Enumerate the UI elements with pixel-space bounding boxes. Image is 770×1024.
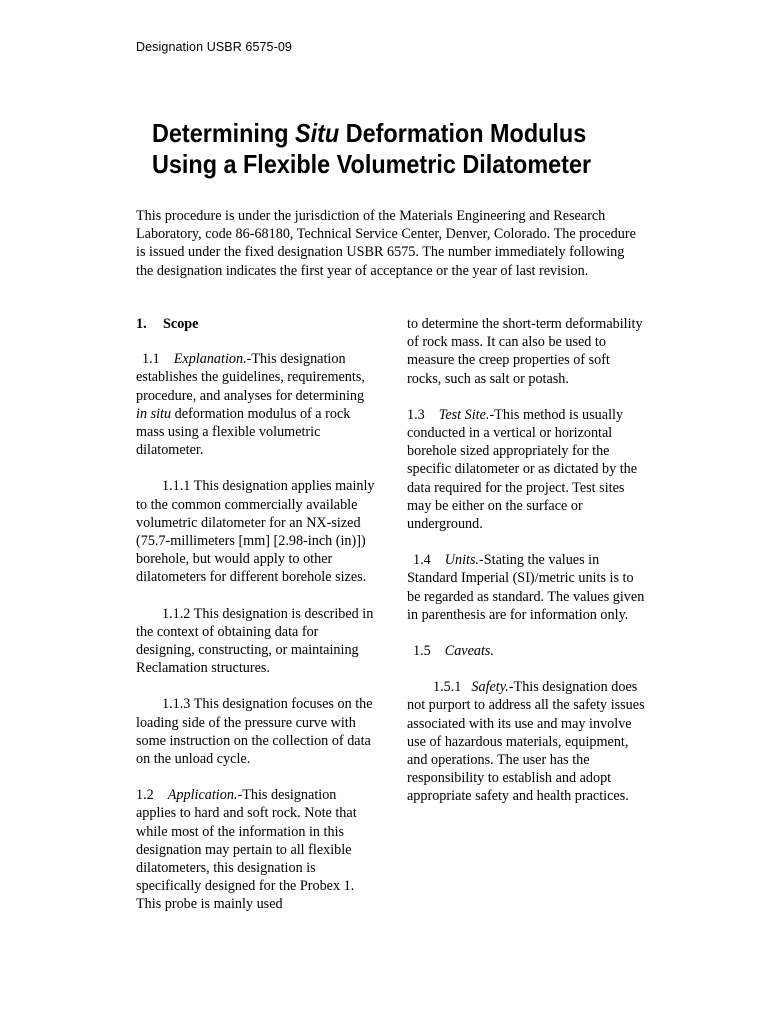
paragraph-label: Test Site. [438,406,490,423]
title-part-2: Deformation Modulus [339,118,587,148]
section-title: Scope [163,316,199,332]
paragraph-text: -This designation does not purport to address all the safety issues associated with its use and may involve use of hazardous materials, equipment, and operations. The user has the responsibility to establish and adopt appropriate safety and health practices. [407,679,645,805]
right-column [407,315,647,824]
paragraph-label: Safety. [471,679,509,696]
paragraph-text: -Stating the values in Standard Imperial (SI)/metric units is to be regarded as standard. The values given in parenthesis are for information only. [407,552,645,623]
section-scope-heading [136,315,376,333]
paragraph-1-2-continued: to determine the short-term deformability of rock mass. It can also be used to measure the creep properties of soft rocks, such as salt or potash. [407,316,643,387]
paragraph-1-1-1: 1.1.1 This designation applies mainly to the common commercially available volumetric dilatometer for an NX-sized (75.7-millimeters [mm] [2.98-inch (in)]) borehole, but would apply to other dilatometers for different borehole sizes. [136,478,375,586]
paragraph-text-a: -This designation establishes the guidelines, requirements, procedure, and analyses for determining [136,351,365,404]
intro-paragraph: This procedure is under the jurisdiction of the Materials Engineering and Research Laboratory, code 86-68180, Technical Service Center, Denver, Colorado. The procedure is issued under the fixed designation USBR 6575. The number immediately following the designation indicates the first year of acceptance or the year of last revision. [136,208,636,279]
paragraph-label: Application. [167,787,238,804]
left-column [136,315,376,932]
paragraph-number: 1.5 [413,643,431,660]
paragraph-1-1-2: 1.1.2 This designation is described in the context of obtaining data for designing, constructing, or maintaining Reclamation structures. [136,605,374,677]
paragraph-1-1-3: 1.1.3 This designation focuses on the loading side of the pressure curve with some instruction on the collection of data on the unload cycle. [136,696,373,768]
paragraph-number: 1.5.1 [433,679,462,696]
paragraph-text: -This method is usually conducted in a vertical or horizontal borehole sized appropriately for the specific dilatometer or as dictated by the data required for the project. Test sites may be either on the surface or underground. [407,406,638,533]
paragraph-label: Explanation. [173,351,247,368]
paragraph-number: 1.3 [407,406,425,423]
paragraph-number: 1.1 [142,351,160,368]
paragraph-1-5-1 [407,678,647,805]
paragraph-1-4 [407,551,647,624]
paragraph-1-5 [407,642,647,660]
title-italic-word: Situ [295,118,340,148]
paragraph-label: Caveats. [444,643,494,660]
paragraph-number: 1.2 [136,787,154,804]
title-line-1 [152,118,656,149]
paragraph-label: Units. [444,552,480,569]
paragraph-text: -This designation applies to hard and soft rock. Note that while most of the information in this designation may pertain to all flexible dilatometers, this designation is specifically designed for the Probex 1. This probe is mainly used [136,787,357,913]
paragraph-number: 1.4 [413,552,431,569]
title-line-2: Using a Flexible Volumetric Dilatometer [152,149,592,179]
paragraph-1-1 [136,350,376,459]
designation-header: Designation USBR 6575-09 [136,40,292,54]
paragraph-1-2 [136,786,376,913]
document-title [152,118,656,180]
title-part-1: Determining [152,118,296,148]
paragraph-1-3 [407,406,647,533]
paragraph-italic: in situ [136,405,172,422]
paragraph-text-b: deformation modulus of a rock mass using a flexible volumetric dilatometer. [136,405,351,459]
section-number: 1. [136,316,147,332]
